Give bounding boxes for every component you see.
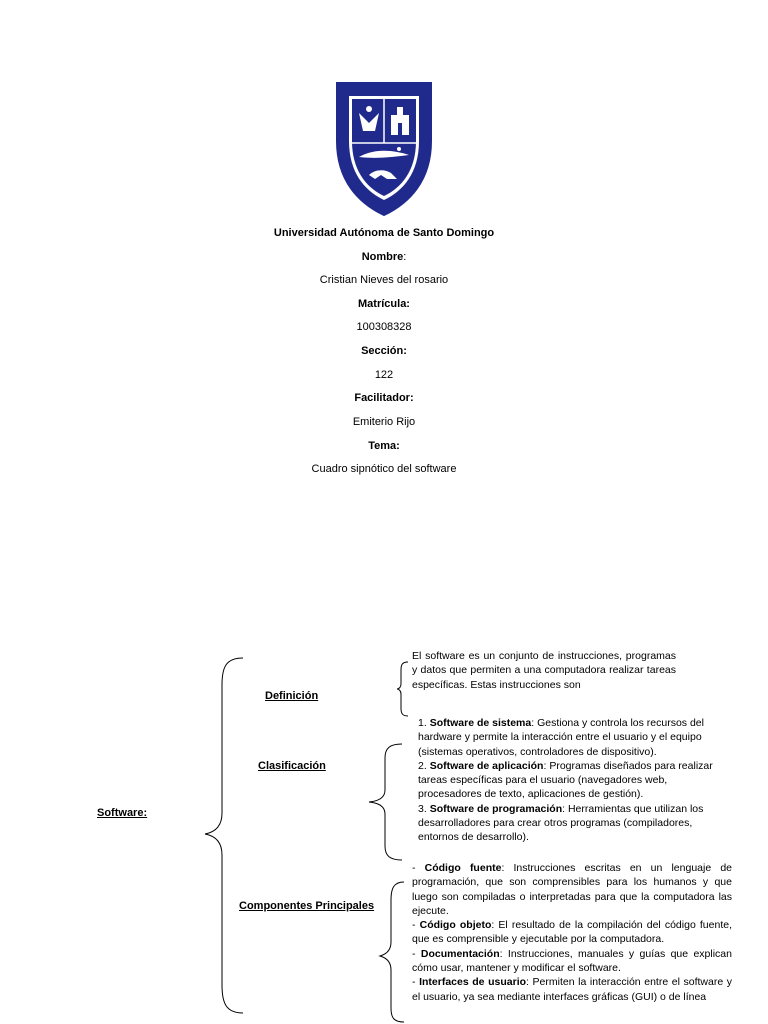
definicion-label: Definición: [265, 690, 319, 702]
clasificacion-item-programacion: [418, 802, 730, 845]
software-label: Software:: [97, 807, 148, 819]
componentes-brace: [377, 880, 407, 1024]
facilitador-label: Facilitador:: [354, 392, 414, 404]
componentes-item-term: Código fuente: [424, 862, 502, 874]
clasificacion-item-number: 2.: [418, 759, 430, 772]
componentes-item-interfaces: [412, 975, 732, 1004]
nombre-line: [0, 251, 768, 263]
tema-label: Tema:: [368, 440, 400, 452]
seccion-value: 122: [374, 369, 394, 381]
nombre-label: Nombre: [361, 251, 404, 263]
componentes-item-last-word: ejecute.: [412, 904, 449, 917]
componentes-item-term: Código objeto: [419, 919, 492, 932]
clasificacion-item-term: Software de aplicación: [429, 759, 544, 772]
definicion-brace: [395, 660, 411, 718]
componentes-item-codigo-objeto: [412, 918, 732, 947]
clasificacion-item-number: 3.: [418, 802, 430, 815]
componentes-item-text: : Instrucciones, manuales y guías que explican cómo usar, mantener y modificar el software.: [412, 947, 732, 975]
clasificacion-item-term: Software de programación: [429, 802, 563, 815]
clasificacion-item-number: 1.: [418, 717, 430, 729]
clasificacion-item-text: : Programas diseñados para realizar tareas específicas para el usuario (navegadores web, procesadores de texto, aplicaciones de gestión).: [418, 759, 713, 801]
componentes-item-term: Documentación: [420, 947, 500, 960]
clasificacion-label: Clasificación: [258, 760, 326, 772]
clasificacion-list: [418, 716, 730, 845]
nombre-value: Cristian Nieves del rosario: [319, 274, 449, 286]
university-name: Universidad Autónoma de Santo Domingo: [273, 227, 495, 239]
componentes-item-prefix: -: [412, 947, 421, 960]
componentes-item-documentacion: [412, 947, 732, 976]
componentes-item-text: : Instrucciones escritas en un lenguaje de programación, que son comprensibles para los humanos y que luego son compiladas o interpretadas para que la computadora las: [412, 862, 732, 903]
componentes-item-text: : El resultado de la compilación del código fuente, que es comprensible y ejecutable por la computadora.: [412, 919, 732, 946]
componentes-item-prefix: -: [412, 919, 420, 932]
clasificacion-item-sistema: [418, 716, 730, 759]
university-seal: [329, 79, 439, 218]
componentes-item-codigo-fuente: [412, 861, 732, 918]
seccion-label: Sección:: [361, 345, 407, 357]
componentes-label: Componentes Principales: [239, 900, 375, 912]
clasificacion-item-text: : Herramientas que utilizan los desarrolladores para crear otros programas (compiladores, entornos de desarrollo).: [418, 802, 704, 844]
clasificacion-item-text: : Gestiona y controla los recursos del hardware y permite la interacción entre el usuario y el equipo (sistemas operativos, controladores de dispositivo).: [418, 717, 704, 758]
main-brace: [200, 655, 248, 1017]
componentes-item-prefix: -: [412, 862, 425, 874]
clasificacion-brace: [366, 742, 406, 862]
componentes-list: [412, 861, 732, 1011]
facilitador-value: Emiterio Rijo: [352, 416, 416, 428]
clasificacion-item-aplicacion: [418, 759, 730, 802]
nombre-colon: :: [403, 251, 407, 263]
clasificacion-item-term: Software de sistema: [429, 717, 532, 729]
componentes-item-text: : Permiten la interacción entre el software y el usuario, ya sea mediante interfaces gráficas (GUI) o de línea: [412, 976, 732, 1003]
componentes-item-prefix: -: [412, 976, 420, 989]
matricula-label: Matrícula:: [358, 298, 410, 310]
componentes-item-term: Interfaces de usuario: [419, 976, 527, 989]
tema-value: Cuadro sipnótico del software: [311, 463, 457, 475]
definicion-text: El software es un conjunto de instrucciones, programas y datos que permiten a una computadora realizar tareas específicas. Estas instrucciones son: [412, 650, 676, 691]
matricula-value: 100308328: [356, 321, 412, 333]
